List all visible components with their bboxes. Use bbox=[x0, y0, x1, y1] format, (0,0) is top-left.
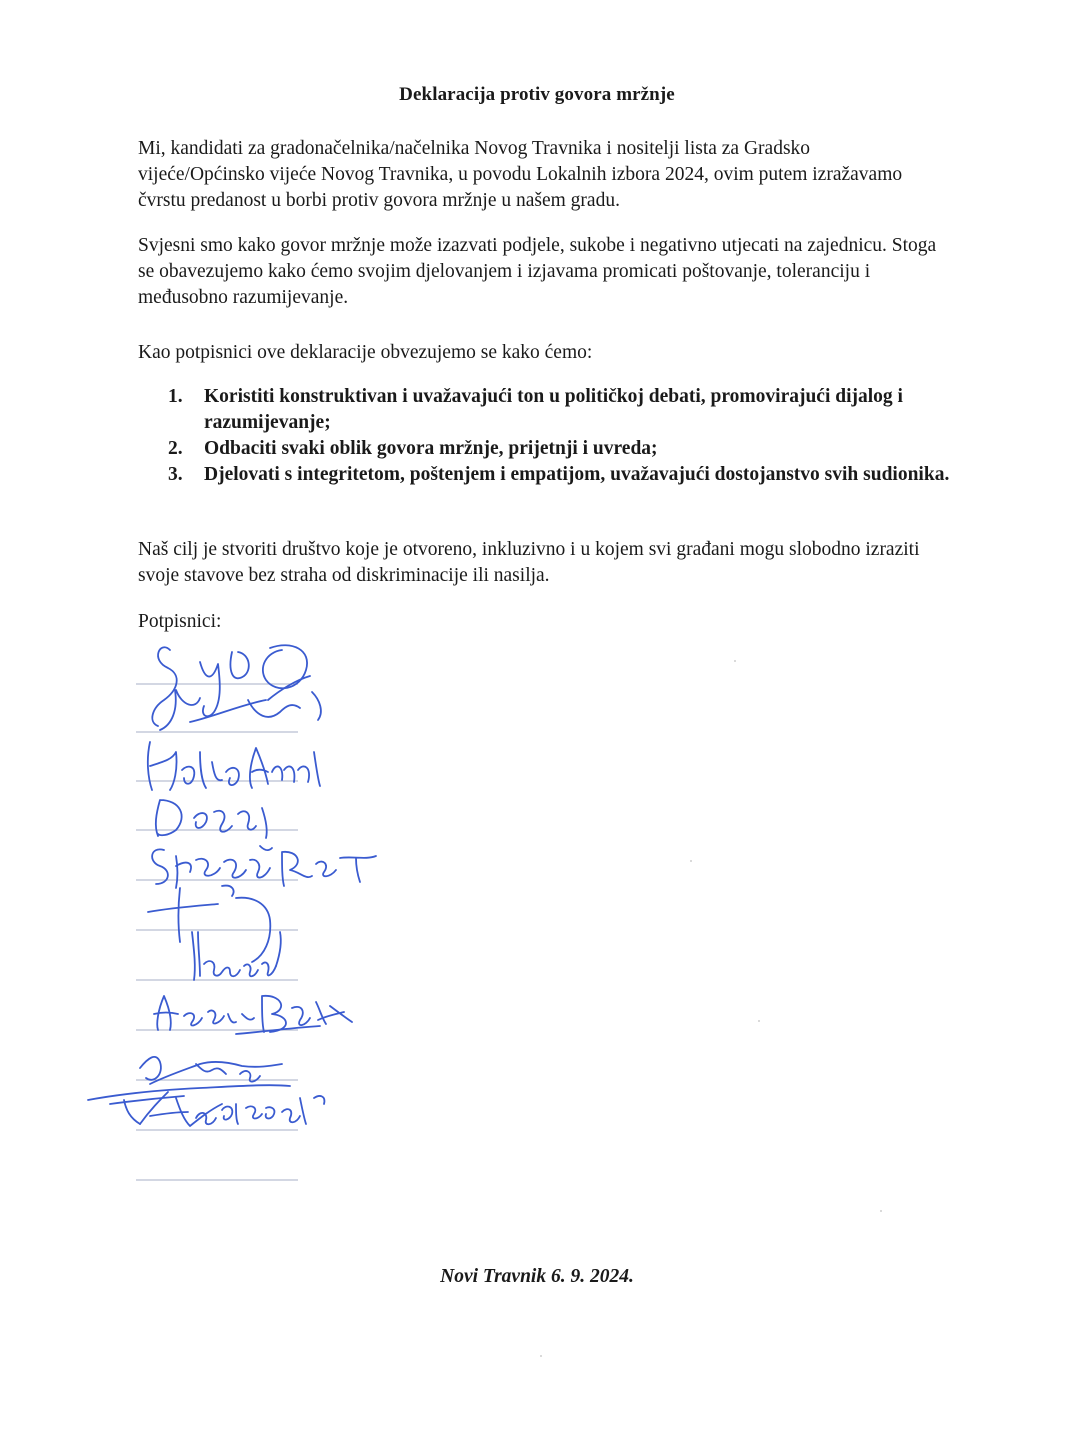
commitment-item bbox=[168, 462, 958, 488]
commitment-text: Odbaciti svaki oblik govora mržnje, prijetnji i uvreda; bbox=[204, 438, 658, 459]
commitment-number: 2. bbox=[168, 438, 183, 459]
signature-9 bbox=[110, 1092, 324, 1126]
signature-5 bbox=[148, 886, 270, 962]
signature-1 bbox=[152, 645, 321, 730]
paragraph-commitment-lead: Kao potpisnici ove deklaracije obvezujemo se kako ćemo: bbox=[138, 342, 593, 363]
signers-label: Potpisnici: bbox=[138, 611, 222, 632]
signature-lines bbox=[136, 684, 298, 1180]
commitment-number: 3. bbox=[168, 464, 183, 485]
scan-speck bbox=[690, 860, 692, 862]
paragraph-intro: Mi, kandidati za gradonačelnika/načelnika Novog Travnika i nositelji lista za Gradsko vijeće/Općinsko vijeće Novog Travnika, u povodu Lokalnih izbora 2024, ovim putem izražavamo čvrstu predanost u borbi protiv govora mržnje u našem gradu. bbox=[138, 138, 903, 211]
scan-speck bbox=[758, 1020, 760, 1022]
commitment-item bbox=[168, 436, 958, 462]
signature-8 bbox=[88, 1057, 290, 1100]
paragraph-awareness: Svjesni smo kako govor mržnje može izazvati podjele, sukobe i negativno utjecati na zajednicu. Stoga se obavezujemo kako ćemo svojim djelovanjem i izjavama promicati poštovanje, toleranciju i međusobno razumijevanje. bbox=[138, 235, 937, 308]
commitments-list bbox=[168, 384, 958, 488]
commitment-number: 1. bbox=[168, 386, 183, 407]
paragraph-goal: Naš cilj je stvoriti društvo koje je otvoreno, inkluzivno i u kojem svi građani mogu slobodno izraziti svoje stavove bez straha od diskriminacije ili nasilja. bbox=[138, 539, 920, 586]
scan-speck bbox=[734, 660, 736, 662]
place-and-date: Novi Travnik 6. 9. 2024. bbox=[440, 1266, 634, 1287]
signature-4 bbox=[152, 846, 376, 888]
signature-7 bbox=[154, 996, 352, 1034]
commitment-text: Koristiti konstruktivan i uvažavajući ton u političkoj debati, promovirajući dijalog i razumijevanje; bbox=[204, 386, 903, 433]
commitment-item bbox=[168, 384, 958, 436]
commitment-text: Djelovati s integritetom, poštenjem i empatijom, uvažavajući dostojanstvo svih sudionika. bbox=[204, 464, 950, 485]
scan-speck bbox=[540, 1355, 542, 1357]
document-title: Deklaracija protiv govora mržnje bbox=[399, 84, 675, 105]
signature-3 bbox=[156, 800, 267, 838]
signature-6 bbox=[192, 932, 281, 980]
scan-speck bbox=[880, 1210, 882, 1212]
signature-2 bbox=[148, 742, 320, 790]
